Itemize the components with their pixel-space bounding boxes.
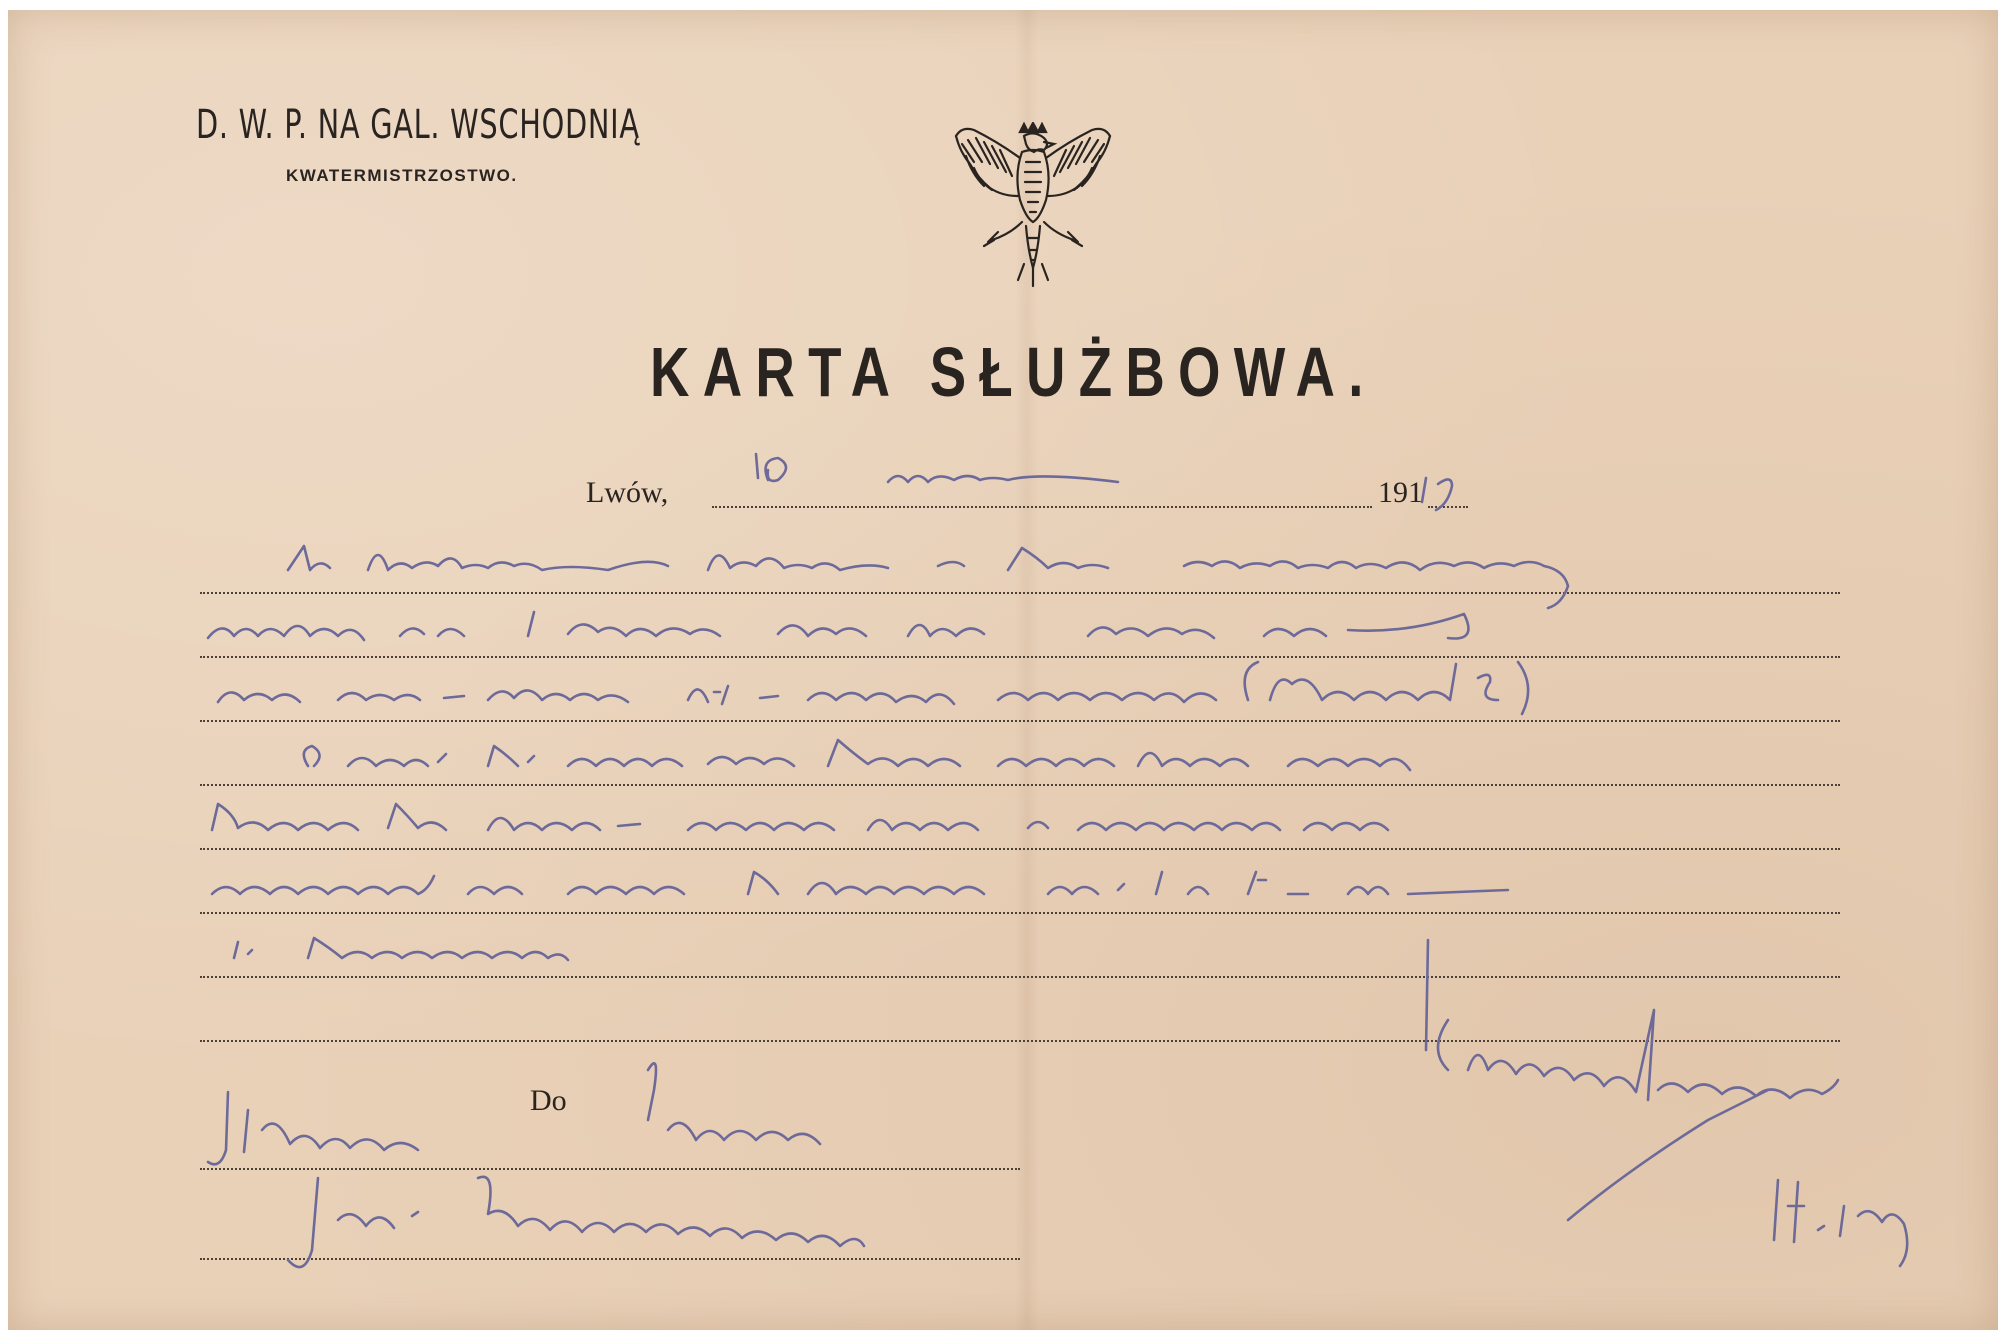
recipient-label: Do xyxy=(530,1084,567,1117)
handwritten-recipient-line-1 xyxy=(208,1063,820,1164)
handwritten-signature xyxy=(1426,940,1838,1220)
department-heading: KWATERMISTRZOSTWO. xyxy=(286,166,518,185)
place-label: Lwów, xyxy=(586,476,669,509)
handwritten-body-line-7 xyxy=(234,938,568,960)
handwriting-layer xyxy=(8,10,1998,1330)
document-title: KARTA SŁUŻBOWA. xyxy=(650,333,1377,411)
handwritten-body-line-3 xyxy=(218,662,1528,714)
handwritten-year xyxy=(1422,478,1452,510)
issuer-heading: D. W. P. NA GAL. WSCHODNIĄ xyxy=(196,102,640,148)
handwritten-body-line-6 xyxy=(212,872,1508,894)
handwritten-body-line-2 xyxy=(208,612,1468,640)
handwritten-signature-note xyxy=(1774,1180,1907,1266)
handwritten-date xyxy=(756,454,1118,482)
handwritten-recipient-line-2 xyxy=(288,1177,864,1267)
handwritten-body-line-4 xyxy=(304,740,1410,770)
handwritten-body-line-5 xyxy=(212,804,1388,830)
handwritten-body-line-1 xyxy=(288,546,1568,608)
service-card-sheet xyxy=(8,10,1998,1330)
year-prefix: 191 xyxy=(1378,476,1423,509)
